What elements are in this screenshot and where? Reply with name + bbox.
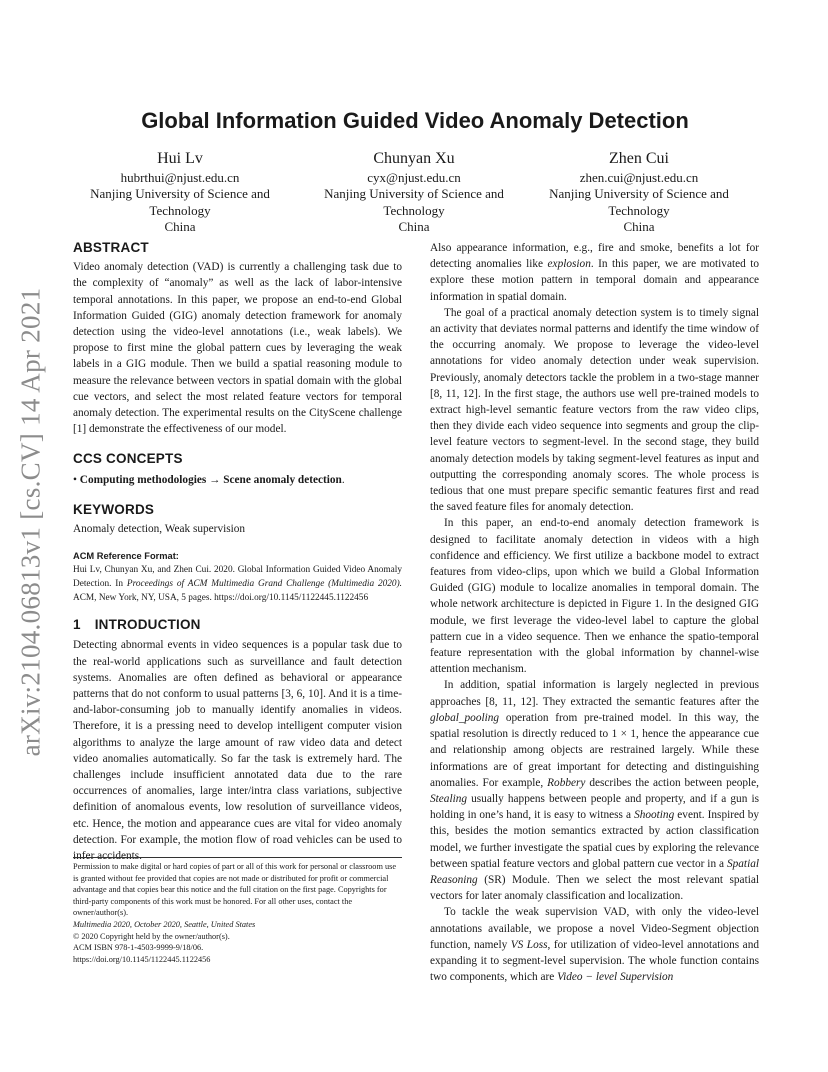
introduction-paragraph: Detecting abnormal events in video sequences is a popular task due to the real-world applications such as surveillance and fault detection systems. Anomalies are often defined as behavioral or appearance patterns that do not conform to usual patterns [3, 6, 10]. And it is a time-and-labor-consuming job to manually identify anomalies in videos. Therefore, it is a pressing need to develop intelligent computer vision algorithms to analyze the large amount of raw video data and detect video anomalies automatically. So far the task is extremely hard. The challenges include insufficient annotated data due to the rare occurrences of anomalies, large inter/intra class variations, subjective definition of anomalous events, low resolution of surveillance videos, etc. Hence, the motion and appearance cues are vital for video anomaly detection. For example, the motion flow of road vehicles can be used to infer accidents. [73, 639, 402, 863]
body-paragraph: The goal of a practical anomaly detection system is to timely signal an activity that deviates normal patterns and identify the time window of the occurring anomaly. We propose to leverage the video-level annotations for video anomaly detection under weak supervision. Previously, anomaly detectors tackle the problem in a two-stage manner [8, 11, 12]. In the first stage, the authors use well pre-trained models to extract high-level semantic feature vectors from the raw video clips, then they divide each video sequence into segments and group the clip-level feature vectors to segment-level. In the second stage, they build anomaly detection models by taking segment-level features as input and outputting the corresponding anomaly scores. The whole process is tedious that one must prepare specific semantic features first and read the saved feature files for anomaly detection. [430, 306, 759, 514]
section-title: INTRODUCTION [94, 617, 201, 633]
author-affiliation-cont: Technology [383, 202, 445, 218]
reference-format-text [73, 564, 402, 605]
author-affiliation: Nanjing University of Science and [90, 186, 270, 202]
author-email: hubrthui@njust.edu.cn [120, 170, 240, 185]
author-1 [70, 149, 290, 235]
ccs-bullet: • [73, 473, 77, 486]
arxiv-identifier: arXiv:2104.06813v1 [cs.CV] 14 Apr 2021 [15, 287, 46, 757]
abstract-heading: ABSTRACT [73, 240, 149, 255]
author-2 [304, 149, 524, 235]
ccs-subcategory: Scene anomaly detection [223, 473, 342, 486]
copyright-footnote [73, 857, 402, 965]
keywords-heading: KEYWORDS [73, 501, 155, 517]
reference-venue: Proceedings of ACM Multimedia Grand Challenge (Multimedia 2020). [126, 579, 402, 590]
permission-notice: Permission to make digital or hard copies of part or all of this work for personal or classroom use is granted without fee provided that copies are not made or distributed for profit or commercial advantage and that copies bear this notice and the full citation on the first page. Copyrights for third-party components of this work must be honored. For all other uses, contact the owner/author(s). [73, 862, 397, 918]
author-affiliation-cont: Technology [608, 202, 670, 218]
author-country: China [164, 218, 196, 234]
right-column [430, 240, 759, 985]
author-affiliation: Nanjing University of Science and [549, 186, 729, 202]
body-paragraph: In addition, spatial information is largely neglected in previous approaches [8, 11, 12]. They extracted the semantic features after the global_pooling operation from pre-trained model. In this way, the spatial resolution is directly reduced to 1 × 1, hence the appearance cue and relationship among objects are restrained largely. While these informations are of great important for detecting and distinguishing anomalies. For example, Robbery describes the action between people, Stealing usually happens between people and property, and if a gun is holding in one’s hand, it is easy to witness a Shooting event. Inspired by this, besides the motion semantics extracted by action classification model, we further investigate the spatial cues by exploring the relevance between spatial feature vectors and global pattern cue vector in a Spatial Reasoning (SR) Module. Then we select the most relevant spatial vectors for later anomaly classification and localization. [430, 679, 760, 903]
introduction-heading [73, 617, 402, 633]
body-paragraph: In this paper, an end-to-end anomaly detection framework is designed to facilitate anomaly detection in videos with a high confidence and efficiency. We first utilize a backbone model to extract features from video-clips, upon which we build a Global Information Guided (GIG) module to localize anomalies in temporal domain. The whole network architecture is depicted in Figure 1. In the designed GIG module, we first leverage the video-level label to capture the global pattern cue in a video sequence. Then we enhance the spatio-temporal feature representation with the global information by channel-wise attention mechanism. [430, 517, 759, 676]
isbn-line: ACM ISBN 978-1-4503-9999-9/18/06. [73, 943, 204, 953]
author-name: Chunyan Xu [373, 150, 455, 167]
author-affiliation: Nanjing University of Science and [324, 186, 504, 202]
ccs-period: . [341, 473, 345, 486]
reference-format-label: ACM Reference Format: [73, 551, 179, 562]
section-number: 1 [73, 617, 81, 633]
author-country: China [398, 218, 430, 234]
ccs-arrow: → [209, 473, 221, 486]
arxiv-watermark [8, 282, 54, 762]
keywords-text: Anomaly detection, Weak supervision [73, 523, 246, 536]
body-paragraph: To tackle the weak supervision VAD, with only the video-level annotations available, we propose a novel Video-Segment objection function, namely VS Loss, for utilization of video-level annotations and expanding it to segment-level supervision. The whole function contains two components, which are Video − level Supervision [430, 906, 759, 984]
doi-link[interactable]: https://doi.org/10.1145/1122445.1122456 [73, 954, 211, 964]
reference-publisher: ACM, New York, NY, USA, 5 pages. https://doi.org/10.1145/1122445.1122456 [73, 592, 369, 603]
ccs-category: Computing methodologies [79, 473, 207, 486]
abstract-text: Video anomaly detection (VAD) is currently a challenging task due to the complexity of “anomaly” as well as the lack of labor-intensive temporal annotations. In this paper, we propose an end-to-end Global Information Guided (GIG) anomaly detection framework for anomaly detection using the video-level annotations (i.e., weak labels). We propose to first mine the global pattern cues by leveraging the weak labels in a GIG module. Then we build a spatial reasoning module to measure the relevance between vectors in spatial domain with the global cue vectors, and select the most related feature vectors for temporal anomaly detection. The experimental results on the CityScene challenge [1] demonstrate the effectiveness of our model. [73, 261, 402, 436]
author-email: cyx@njust.edu.cn [367, 170, 461, 185]
author-country: China [623, 218, 655, 234]
conference-venue: Multimedia 2020, October 2020, Seattle, United States [73, 919, 256, 929]
author-3 [529, 149, 749, 235]
copyright-line: © 2020 Copyright held by the owner/author(s). [73, 931, 230, 941]
author-email: zhen.cui@njust.edu.cn [579, 170, 699, 185]
ccs-concept [73, 472, 402, 488]
reference-citation: Hui Lv, Chunyan Xu, and Zhen Cui. 2020. Global Information Guided Video Anomaly Detection. In [73, 565, 402, 590]
author-affiliation-cont: Technology [149, 202, 211, 218]
paper-title: Global Information Guided Video Anomaly Detection [141, 108, 689, 133]
footnote-rule [73, 857, 402, 858]
body-paragraph: Also appearance information, e.g., fire and smoke, benefits a lot for detecting anomalies like explosion. In this paper, we are motivated to explore these motion pattern in temporal domain and appearance information in spatial domain. [430, 242, 760, 303]
author-name: Hui Lv [157, 150, 203, 167]
author-name: Zhen Cui [609, 150, 669, 167]
left-column [73, 240, 402, 864]
ccs-heading: CCS CONCEPTS [73, 451, 183, 467]
